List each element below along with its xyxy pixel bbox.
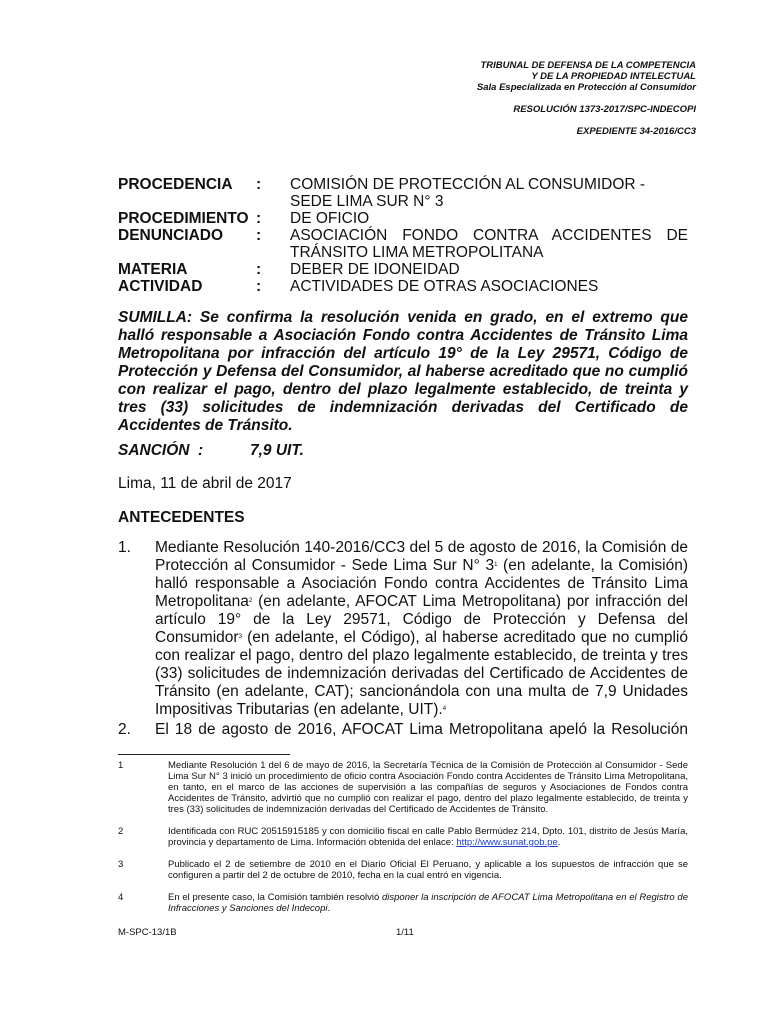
footnote-1 — [118, 760, 688, 815]
meta-value-line: SEDE LIMA SUR N° 3 — [290, 193, 444, 210]
meta-label: PROCEDIMIENTO — [118, 210, 249, 227]
meta-label: PROCEDENCIA — [118, 176, 233, 193]
meta-value: ACTIVIDADES DE OTRAS ASOCIACIONES — [290, 278, 599, 295]
meta-label: MATERIA — [118, 261, 188, 278]
meta-value-line: COMISIÓN DE PROTECCIÓN AL CONSUMIDOR - — [290, 176, 646, 193]
paragraph-2 — [118, 721, 688, 739]
header-line-2: Y DE LA PROPIEDAD INTELECTUAL — [531, 71, 696, 82]
footnote-number: 3 — [118, 859, 124, 870]
header-line-3: Sala Especializada en Protección al Consumidor — [476, 82, 696, 93]
header-line-1: TRIBUNAL DE DEFENSA DE LA COMPETENCIA — [480, 60, 696, 71]
meta-colon: : — [256, 227, 262, 244]
footnote-number: 2 — [118, 826, 124, 837]
meta-colon: : — [256, 278, 262, 295]
page-number: 1/11 — [396, 927, 414, 938]
meta-label: DENUNCIADO — [118, 227, 224, 244]
meta-value — [290, 176, 688, 210]
footnote-text: Identificada con RUC 20515915185 y con domicilio fiscal en calle Pablo Bermúdez 214, Dpto. 101, distrito de Jesús María, provincia y departamento de Lima. Información obtenida del enlace: http://www.sunat.gob.pe. — [168, 826, 688, 848]
document-header — [477, 60, 696, 137]
footnote-ref: 2 — [248, 598, 253, 604]
paragraph-number: 1. — [118, 539, 131, 556]
footnote-number: 4 — [118, 892, 124, 903]
meta-colon: : — [256, 261, 262, 278]
document-date: Lima, 11 de abril de 2017 — [118, 475, 292, 492]
footnote-ref: 4 — [442, 706, 447, 712]
footnote-ref: 3 — [238, 634, 242, 640]
footnote-ref: 1 — [494, 562, 498, 568]
sanction-line — [118, 442, 304, 460]
footnote-2 — [118, 826, 688, 848]
meta-value: DE OFICIO — [290, 210, 370, 227]
meta-value: DEBER DE IDONEIDAD — [290, 261, 460, 278]
meta-row-actividad — [118, 278, 688, 295]
meta-colon: : — [256, 176, 262, 193]
footnote-text: Publicado el 2 de setiembre de 2010 en el Diario Oficial El Peruano, y aplicable a los supuestos de infracción que se configuren a partir del 2 de octubre de 2010, fecha en la cual entró en vigencia. — [168, 859, 688, 881]
section-heading-antecedentes: ANTECEDENTES — [118, 509, 245, 526]
case-file-number: EXPEDIENTE 34-2016/CC3 — [576, 126, 696, 137]
footnote-4 — [118, 892, 688, 914]
meta-value-line: ASOCIACIÓN FONDO CONTRA ACCIDENTES DE — [290, 227, 688, 244]
footnote-divider — [118, 754, 290, 755]
footnote-number: 1 — [118, 760, 124, 771]
meta-row-materia — [118, 261, 688, 278]
resolution-number: RESOLUCIÓN 1373-2017/SPC-INDECOPI — [513, 104, 696, 115]
sanction-value: 7,9 UIT. — [250, 442, 304, 459]
sunat-link[interactable]: http://www.sunat.gob.pe — [456, 837, 558, 848]
meta-value — [290, 227, 688, 261]
paragraph-text: Mediante Resolución 140-2016/CC3 del 5 de agosto de 2016, la Comisión de Protección al Consumidor - Sede Lima Sur N° $3^1$ (en adelante, la Comisión) halló responsable a Asociación Fondo contra Accidentes de Tránsito Lima Metropolitana$^2$ (en adelante, AFOCAT Lima Metropolitana) por infracción del artículo 19° de la Ley 29571, Código de Protección y Defensa del Consumidor$^3$ (en adelante, el Código), al haberse acreditado que no cumplió con realizar el pago, dentro del plazo legalmente establecido, de treinta y tres (33) solicitudes de indemnización derivadas del Certificado de Accidentes de Tránsito (en adelante, CAT); sancionándola con una multa de 7,9 Unidades Impositivas Tributarias (en adelante, UIT).$^4$ — [155, 539, 688, 718]
sanction-label: SANCIÓN — [118, 442, 190, 459]
meta-value-line: TRÁNSITO LIMA METROPOLITANA — [290, 244, 544, 261]
meta-label: ACTIVIDAD — [118, 278, 203, 295]
footnote-text: Mediante Resolución 1 del 6 de mayo de 2016, la Secretaría Técnica de la Comisión de Protección al Consumidor - Sede Lima Sur N° 3 inició un procedimiento de oficio contra Asociación Fondo contra Accidentes de Tránsito Lima Metropolitana, en tanto, en el marco de las acciones de supervisión a las compañías de seguros y Asociaciones de Fondos contra Accidentes de Tránsito, advirtió que no cumplió con realizar el pago, dentro del plazo legalmente establecido, de treinta y tres (33) solicitudes de indemnización derivadas del Certificado de Accidentes de Tránsito. — [168, 760, 688, 815]
case-metadata — [118, 176, 688, 295]
sanction-colon: : — [198, 442, 204, 459]
meta-row-denunciado — [118, 227, 688, 261]
meta-row-procedencia — [118, 176, 688, 210]
form-code: M-SPC-13/1B — [118, 927, 177, 938]
footnote-text: En el presente caso, la Comisión también resolvió disponer la inscripción de AFOCAT Lima Metropolitana en el Registro de Infracciones y Sanciones del Indecopi. — [168, 892, 689, 914]
paragraph-number: 2. — [118, 721, 131, 738]
meta-colon: : — [256, 210, 262, 227]
footnote-3 — [118, 859, 688, 881]
meta-row-procedimiento — [118, 210, 688, 227]
paragraph-1 — [118, 539, 688, 719]
summary-paragraph: SUMILLA: Se confirma la resolución venida en grado, en el extremo que halló responsable a Asociación Fondo contra Accidentes de Tránsito Lima Metropolitana por infracción del artículo 19° de la Ley 29571, Código de Protección y Defensa del Consumidor, al haberse acreditado que no cumplió con realizar el pago, dentro del plazo legalmente establecido, de treinta y tres (33) solicitudes de indemnización derivadas del Certificado de Accidentes de Tránsito. — [118, 309, 688, 434]
paragraph-text: El 18 de agosto de 2016, AFOCAT Lima Metropolitana apeló la Resolución — [155, 721, 688, 738]
